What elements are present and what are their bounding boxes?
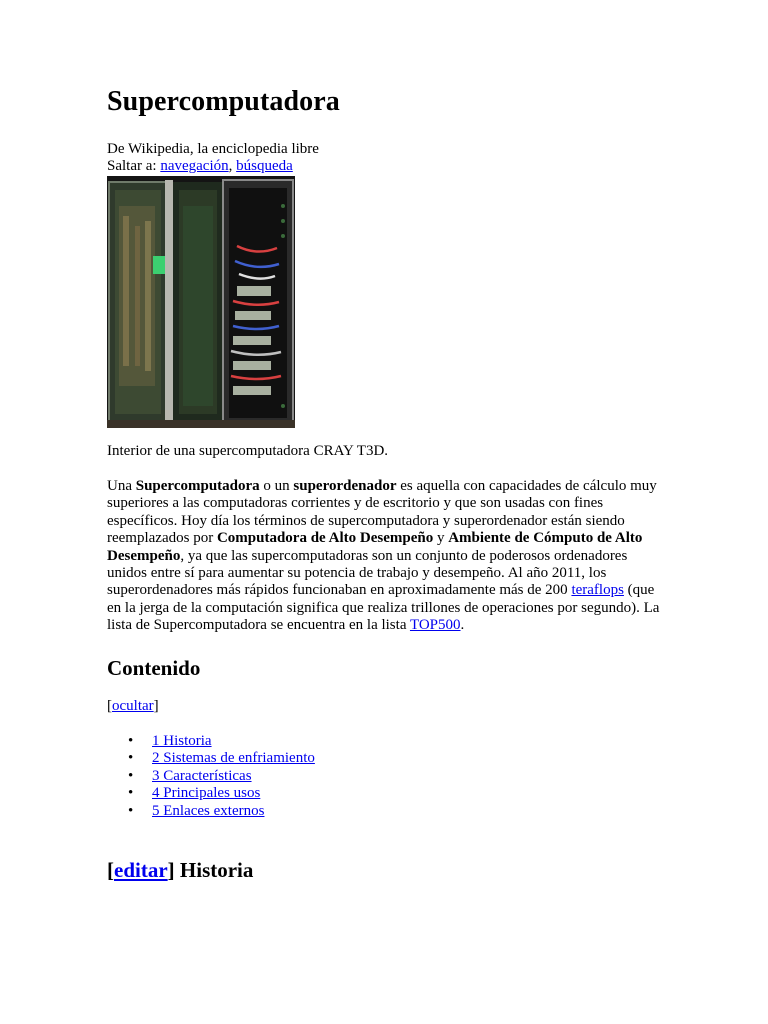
image-caption: Interior de una supercomputadora CRAY T3D. (107, 443, 389, 459)
bullet-icon: • (128, 750, 134, 767)
jump-separator: , (228, 158, 237, 174)
toc-item (107, 785, 315, 802)
toc-item (107, 803, 315, 820)
intro-text: es aquella con capacidades de cálculo muy superiores a las computadoras corrientes y de escritorio y que son usadas con fines específicos. Hoy día los términos de supercomputadora y superordenador están siendo reemplazados por (107, 478, 657, 547)
jump-to-line (107, 158, 293, 175)
toc-list (107, 733, 315, 820)
page-title: Supercomputadora (107, 86, 340, 117)
edit-section-link[interactable]: editar (114, 858, 168, 882)
intro-text: Una (107, 478, 136, 494)
intro-text: o un (259, 478, 294, 494)
section-title: Historia (174, 858, 254, 882)
toc-heading: Contenido (107, 656, 201, 680)
toc-item (107, 733, 315, 750)
intro-text: y (433, 530, 449, 547)
intro-text: , ya que las supercomputadoras son un conjunto de poderosos ordenadores unidos entre sí para aumentar su potencia de trabajo y desempeño. Al año 2011, los superordenadores más rápidos funcionaban en aproximadamente más de 200 (107, 547, 628, 599)
toc-toggle (107, 698, 159, 715)
intro-text: . (460, 617, 465, 634)
bracket-open: [ (107, 698, 112, 714)
teraflops-link[interactable]: teraflops (571, 582, 624, 599)
toc-link-caracteristicas[interactable]: 3 Características (152, 767, 252, 784)
toc-link-historia[interactable]: 1 Historia (152, 733, 212, 749)
bullet-icon: • (128, 767, 134, 784)
intro-paragraph (107, 478, 667, 635)
toc-item (107, 768, 315, 785)
term-superordenador: superordenador (293, 478, 397, 494)
top500-link[interactable]: TOP500 (409, 617, 461, 634)
section-heading-historia (107, 858, 253, 883)
jump-to-label: Saltar a: (107, 158, 161, 174)
cray-t3d-illustration (107, 176, 295, 428)
bracket-close: ] (153, 698, 159, 714)
site-subtitle: De Wikipedia, la enciclopedia libre (107, 141, 319, 157)
toc-hide-link[interactable]: ocultar (112, 698, 154, 714)
term-ambiente-computo: Ambiente de Cómputo de Alto Desempeño (107, 530, 643, 564)
search-link[interactable]: búsqueda (236, 158, 293, 174)
term-supercomputadora: Supercomputadora (135, 478, 260, 494)
toc-item (107, 750, 315, 767)
bracket-close: ] (167, 858, 175, 882)
cray-t3d-photo[interactable] (107, 176, 295, 428)
intro-text: (que en la jerga de la computación significa que realiza trillones de operaciones por segundo). La lista de Supercomputadora se encuentra en la lista (107, 582, 660, 634)
bullet-icon: • (128, 802, 134, 819)
navigation-link[interactable]: navegación (160, 158, 229, 174)
bullet-icon: • (128, 733, 134, 749)
toc-link-enlaces[interactable]: 5 Enlaces externos (152, 802, 265, 819)
toc-link-enfriamiento[interactable]: 2 Sistemas de enfriamiento (152, 750, 315, 767)
bracket-open: [ (107, 858, 114, 882)
bullet-icon: • (128, 785, 134, 802)
term-computadora-alto-desempeno: Computadora de Alto Desempeño (216, 530, 434, 547)
toc-link-usos[interactable]: 4 Principales usos (152, 785, 261, 802)
